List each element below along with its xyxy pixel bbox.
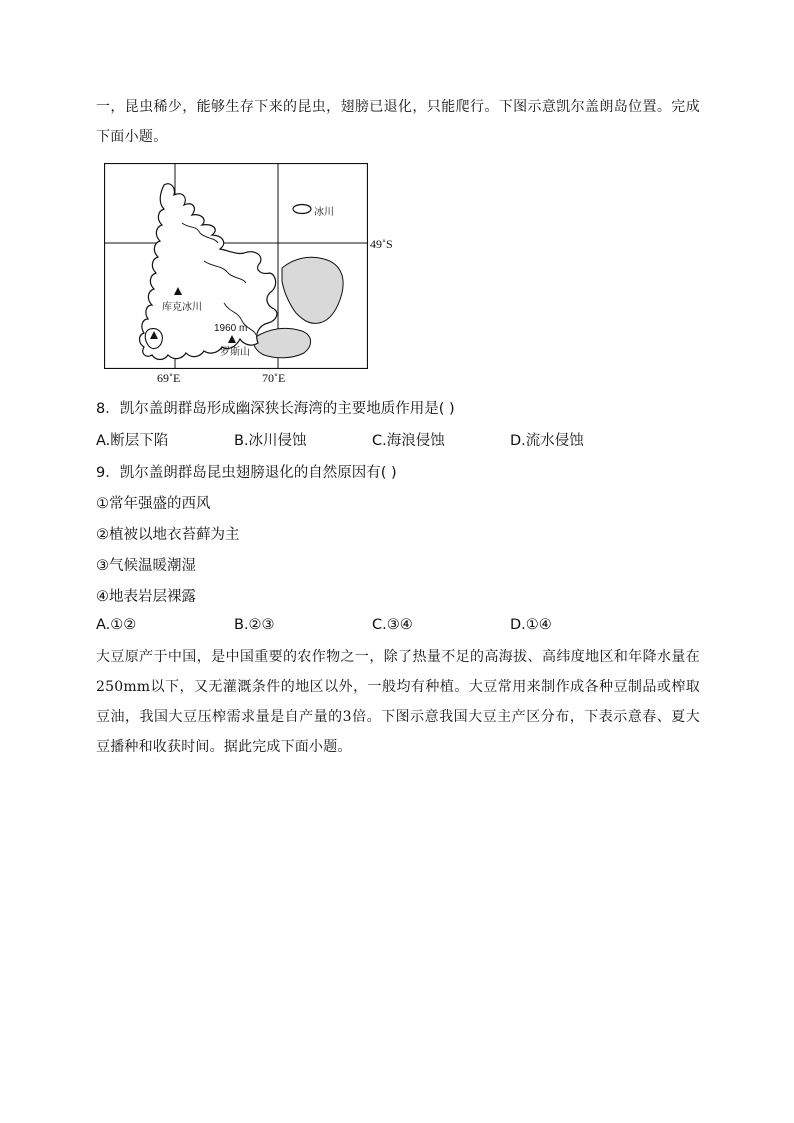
q8-stem: 8．凯尔盖朗群岛形成幽深狭长海湾的主要地质作用是( ) <box>96 401 455 417</box>
q9-option-a[interactable]: A.①② <box>96 617 137 633</box>
intro-paragraph: 一，昆虫稀少，能够生存下来的昆虫，翅膀已退化，只能爬行。下图示意凯尔盖朗岛位置。完成下面小题。 <box>96 99 700 145</box>
peak-marker-icon <box>228 335 236 343</box>
q9-stem: 9．凯尔盖朗群岛昆虫翅膀退化的自然原因有( ) <box>96 465 397 481</box>
q8-option-b[interactable]: B.冰川侵蚀 <box>234 433 307 449</box>
q9-options <box>96 617 700 637</box>
q8-option-c[interactable]: C.海浪侵蚀 <box>372 433 445 449</box>
q8-option-a[interactable]: A.断层下陷 <box>96 433 169 449</box>
q9-item-1: ①常年强盛的西风 <box>96 496 211 512</box>
soybean-paragraph: 大豆原产于中国，是中国重要的农作物之一，除了热量不足的高海拔、高纬度地区和年降水量在250mm以下，又无灌溉条件的地区以外，一般均有种植。大豆常用来制作成各种豆制品或榨取豆油，我国大豆压榨需求量是自产量的3倍。下图示意我国大豆主产区分布，下表示意春、夏大豆播种和收获时间。据此完成下面小题。 <box>96 649 700 755</box>
kerguelen-map <box>104 163 368 369</box>
peak-name-label: 罗斯山 <box>220 347 250 358</box>
glacier-name-label: 库克冰川 <box>162 302 202 313</box>
peak-elevation-label: 1960 m <box>214 323 248 334</box>
q9-item-3: ③气候温暖潮湿 <box>96 558 196 574</box>
q8-option-d[interactable]: D.流水侵蚀 <box>510 433 584 449</box>
q9-option-b[interactable]: B.②③ <box>234 617 275 633</box>
q9-item-4: ④地表岩层裸露 <box>96 589 196 605</box>
map-graphic <box>104 163 368 369</box>
peak-marker-icon <box>174 287 182 295</box>
q9-option-d[interactable]: D.①④ <box>510 617 552 633</box>
longitude-left-label: 69˚E <box>157 371 181 385</box>
q9-option-c[interactable]: C.③④ <box>372 617 413 633</box>
peak-marker-icon <box>150 331 158 339</box>
q9-item-2: ②植被以地衣苔藓为主 <box>96 527 240 543</box>
legend-glacier-label: 冰川 <box>314 207 334 218</box>
latitude-label: 49˚S <box>370 237 393 251</box>
q8-options <box>96 429 700 449</box>
longitude-right-label: 70˚E <box>262 371 286 385</box>
